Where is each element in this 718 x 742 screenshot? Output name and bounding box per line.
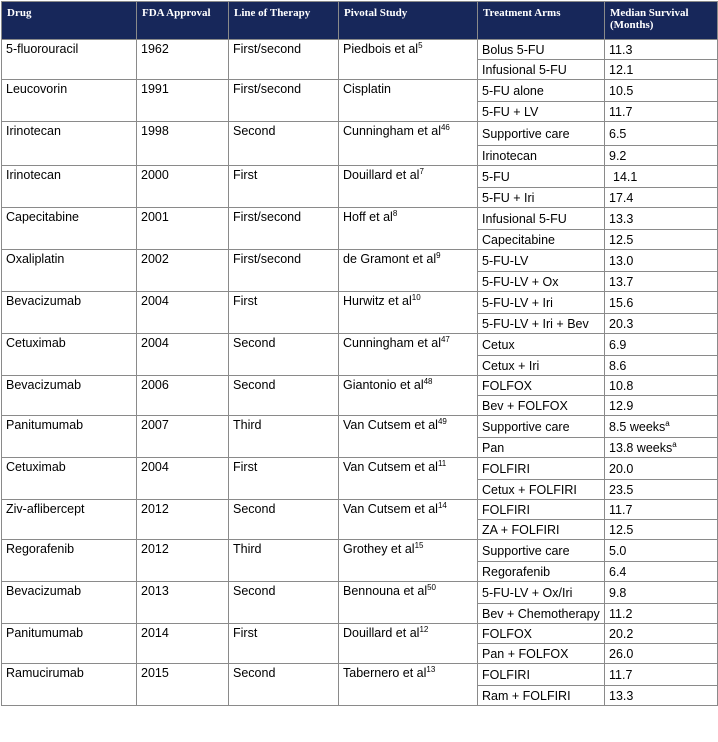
treatment-arm-cell: Cetux <box>478 334 605 356</box>
median-survival-cell <box>605 102 718 122</box>
treatment-arm-cell: FOLFIRI <box>478 664 605 686</box>
median-survival-cell <box>605 520 718 540</box>
median-survival-cell <box>605 230 718 250</box>
fda-approval-cell: 2012 <box>137 500 229 540</box>
drug-cell: Irinotecan <box>2 166 137 208</box>
survival-value: 13.7 <box>609 274 634 289</box>
survival-value: 5.0 <box>609 543 627 558</box>
treatment-arm-cell: 5-FU-LV + Iri <box>478 292 605 314</box>
survival-value: 11.7 <box>609 502 633 517</box>
study-name: Douillard et al <box>343 168 420 182</box>
header-line-of-therapy: Line of Therapy <box>229 2 339 40</box>
fda-approval-cell: 2012 <box>137 540 229 582</box>
median-survival-cell <box>605 188 718 208</box>
drug-cell: Capecitabine <box>2 208 137 250</box>
table-row <box>2 208 718 230</box>
survival-value: 10.8 <box>609 378 634 393</box>
survival-value: 11.7 <box>609 667 633 682</box>
drug-cell: Ramucirumab <box>2 664 137 706</box>
header-pivotal-study: Pivotal Study <box>339 2 478 40</box>
reference-number: 15 <box>414 540 424 550</box>
table-row <box>2 122 718 146</box>
reference-number: 9 <box>436 250 441 260</box>
study-name: Hoff et al <box>343 210 393 224</box>
study-name: Cisplatin <box>343 82 391 96</box>
pivotal-study-cell <box>339 458 478 500</box>
pivotal-study-cell <box>339 376 478 416</box>
line-of-therapy-cell: First <box>229 624 339 664</box>
line-of-therapy-cell: First/second <box>229 40 339 80</box>
median-survival-cell <box>605 334 718 356</box>
fda-approval-cell: 2013 <box>137 582 229 624</box>
table-row <box>2 500 718 520</box>
survival-value: 13.3 <box>609 211 634 226</box>
table-row <box>2 166 718 188</box>
drug-approval-table <box>1 1 718 706</box>
line-of-therapy-cell: First/second <box>229 250 339 292</box>
survival-value: 9.2 <box>609 148 627 163</box>
fda-approval-cell: 2004 <box>137 292 229 334</box>
survival-value: 9.8 <box>609 585 627 600</box>
header-row <box>2 2 718 40</box>
median-survival-cell <box>605 664 718 686</box>
reference-number: 12 <box>419 624 429 634</box>
header-median-survival: Median Survival (Months) <box>605 2 718 40</box>
treatment-arm-cell: Bev + FOLFOX <box>478 396 605 416</box>
survival-value: 26.0 <box>609 646 634 661</box>
median-survival-cell <box>605 480 718 500</box>
treatment-arm-cell: Cetux + Iri <box>478 356 605 376</box>
survival-value: 8.5 weeks <box>609 419 666 434</box>
study-name: Bennouna et al <box>343 584 428 598</box>
treatment-arm-cell: Regorafenib <box>478 562 605 582</box>
median-survival-cell <box>605 562 718 582</box>
line-of-therapy-cell: Third <box>229 416 339 458</box>
footnote-marker: a <box>672 439 677 449</box>
drug-cell: Panitumumab <box>2 416 137 458</box>
treatment-arm-cell: FOLFOX <box>478 624 605 644</box>
line-of-therapy-cell: Third <box>229 540 339 582</box>
median-survival-cell <box>605 292 718 314</box>
table-row <box>2 292 718 314</box>
median-survival-cell <box>605 416 718 438</box>
study-name: Cunningham et al <box>343 124 441 138</box>
median-survival-cell <box>605 396 718 416</box>
drug-cell: Bevacizumab <box>2 376 137 416</box>
study-name: Piedbois et al <box>343 42 419 56</box>
table-row <box>2 624 718 644</box>
treatment-arm-cell: Cetux + FOLFIRI <box>478 480 605 500</box>
treatment-arm-cell: Bolus 5-FU <box>478 40 605 60</box>
median-survival-cell <box>605 686 718 706</box>
pivotal-study-cell <box>339 122 478 166</box>
table-row <box>2 582 718 604</box>
treatment-arm-cell: Supportive care <box>478 540 605 562</box>
treatment-arm-cell: Supportive care <box>478 122 605 146</box>
fda-approval-cell: 1998 <box>137 122 229 166</box>
survival-value: 12.9 <box>609 398 634 413</box>
line-of-therapy-cell: First <box>229 166 339 208</box>
fda-approval-cell: 2002 <box>137 250 229 292</box>
drug-cell: Leucovorin <box>2 80 137 122</box>
treatment-arm-cell: FOLFOX <box>478 376 605 396</box>
treatment-arm-cell: 5-FU-LV + Ox <box>478 272 605 292</box>
treatment-arm-cell: 5-FU <box>478 166 605 188</box>
treatment-arm-cell: Pan <box>478 438 605 458</box>
drug-cell: Cetuximab <box>2 458 137 500</box>
treatment-arm-cell: Irinotecan <box>478 146 605 166</box>
study-name: Tabernero et al <box>343 666 427 680</box>
treatment-arm-cell: Pan + FOLFOX <box>478 644 605 664</box>
survival-value: 12.5 <box>609 232 634 247</box>
table-row <box>2 80 718 102</box>
fda-approval-cell: 1991 <box>137 80 229 122</box>
treatment-arm-cell: Bev + Chemotherapy <box>478 604 605 624</box>
line-of-therapy-cell: Second <box>229 376 339 416</box>
median-survival-cell <box>605 376 718 396</box>
line-of-therapy-cell: First/second <box>229 80 339 122</box>
treatment-arm-cell: FOLFIRI <box>478 500 605 520</box>
survival-value: 20.0 <box>609 461 634 476</box>
drug-cell: Cetuximab <box>2 334 137 376</box>
treatment-arm-cell: ZA + FOLFIRI <box>478 520 605 540</box>
median-survival-cell <box>605 314 718 334</box>
reference-number: 50 <box>427 582 437 592</box>
study-name: Grothey et al <box>343 542 415 556</box>
treatment-arm-cell: Ram + FOLFIRI <box>478 686 605 706</box>
study-name: Cunningham et al <box>343 336 441 350</box>
survival-value: 13.0 <box>609 253 634 268</box>
table-row <box>2 540 718 562</box>
line-of-therapy-cell: Second <box>229 582 339 624</box>
treatment-arm-cell: Supportive care <box>478 416 605 438</box>
table-row <box>2 458 718 480</box>
survival-value: 14.1 <box>613 169 638 184</box>
table-row <box>2 376 718 396</box>
treatment-arm-cell: Infusional 5-FU <box>478 208 605 230</box>
reference-number: 47 <box>440 334 450 344</box>
treatment-arm-cell: 5-FU + Iri <box>478 188 605 208</box>
pivotal-study-cell <box>339 292 478 334</box>
footnote-marker: a <box>665 418 670 428</box>
table-row <box>2 664 718 686</box>
study-name: Van Cutsem et al <box>343 502 438 516</box>
fda-approval-cell: 2001 <box>137 208 229 250</box>
line-of-therapy-cell: First <box>229 292 339 334</box>
fda-approval-cell: 2000 <box>137 166 229 208</box>
median-survival-cell <box>605 604 718 624</box>
pivotal-study-cell <box>339 334 478 376</box>
reference-number: 13 <box>426 664 436 674</box>
pivotal-study-cell <box>339 664 478 706</box>
median-survival-cell <box>605 624 718 644</box>
median-survival-cell <box>605 40 718 60</box>
reference-number: 49 <box>437 416 447 426</box>
treatment-arm-cell: 5-FU + LV <box>478 102 605 122</box>
treatment-arm-cell: FOLFIRI <box>478 458 605 480</box>
median-survival-cell <box>605 80 718 102</box>
drug-cell: Panitumumab <box>2 624 137 664</box>
fda-approval-cell: 2007 <box>137 416 229 458</box>
treatment-arm-cell: Capecitabine <box>478 230 605 250</box>
pivotal-study-cell <box>339 624 478 664</box>
fda-approval-cell: 2004 <box>137 458 229 500</box>
median-survival-cell <box>605 122 718 146</box>
line-of-therapy-cell: Second <box>229 334 339 376</box>
survival-value: 23.5 <box>609 482 634 497</box>
survival-value: 13.3 <box>609 688 634 703</box>
study-name: Van Cutsem et al <box>343 460 438 474</box>
survival-value: 17.4 <box>609 190 634 205</box>
table-row <box>2 334 718 356</box>
study-name: Douillard et al <box>343 626 420 640</box>
reference-number: 11 <box>437 458 447 468</box>
header-fda-approval: FDA Approval <box>137 2 229 40</box>
median-survival-cell <box>605 272 718 292</box>
survival-value: 6.9 <box>609 337 627 352</box>
survival-value: 6.5 <box>609 126 627 141</box>
reference-number: 5 <box>418 40 423 50</box>
survival-value: 11.2 <box>609 606 633 621</box>
median-survival-cell <box>605 60 718 80</box>
median-survival-cell <box>605 644 718 664</box>
reference-number: 10 <box>411 292 421 302</box>
survival-value: 10.5 <box>609 83 634 98</box>
drug-cell: Oxaliplatin <box>2 250 137 292</box>
survival-value: 8.6 <box>609 358 627 373</box>
survival-value: 6.4 <box>609 564 627 579</box>
pivotal-study-cell <box>339 80 478 122</box>
fda-approval-cell: 1962 <box>137 40 229 80</box>
median-survival-cell <box>605 146 718 166</box>
fda-approval-cell: 2004 <box>137 334 229 376</box>
treatment-arm-cell: Infusional 5-FU <box>478 60 605 80</box>
survival-value: 20.2 <box>609 626 634 641</box>
pivotal-study-cell <box>339 416 478 458</box>
reference-number: 14 <box>437 500 447 510</box>
table-row <box>2 40 718 60</box>
survival-value: 13.8 weeks <box>609 440 673 455</box>
pivotal-study-cell <box>339 500 478 540</box>
median-survival-cell <box>605 208 718 230</box>
fda-approval-cell: 2015 <box>137 664 229 706</box>
median-survival-cell <box>605 166 718 188</box>
treatment-arm-cell: 5-FU-LV <box>478 250 605 272</box>
drug-cell: Bevacizumab <box>2 292 137 334</box>
table-row <box>2 250 718 272</box>
median-survival-cell <box>605 540 718 562</box>
treatment-arm-cell: 5-FU alone <box>478 80 605 102</box>
line-of-therapy-cell: Second <box>229 664 339 706</box>
survival-value: 15.6 <box>609 295 634 310</box>
study-name: de Gramont et al <box>343 252 437 266</box>
header-drug: Drug <box>2 2 137 40</box>
survival-value: 11.7 <box>609 104 633 119</box>
survival-value: 11.3 <box>609 42 633 57</box>
drug-cell: Irinotecan <box>2 122 137 166</box>
pivotal-study-cell <box>339 40 478 80</box>
reference-number: 8 <box>392 208 398 218</box>
study-name: Giantonio et al <box>343 378 424 392</box>
header-treatment-arms: Treatment Arms <box>478 2 605 40</box>
reference-number: 46 <box>440 122 450 132</box>
pivotal-study-cell <box>339 540 478 582</box>
line-of-therapy-cell: Second <box>229 500 339 540</box>
treatment-arm-cell: 5-FU-LV + Ox/Iri <box>478 582 605 604</box>
pivotal-study-cell <box>339 208 478 250</box>
median-survival-cell <box>605 438 718 458</box>
drug-cell: Bevacizumab <box>2 582 137 624</box>
drug-cell: 5-fluorouracil <box>2 40 137 80</box>
survival-value: 12.1 <box>609 62 634 77</box>
drug-cell: Ziv-aflibercept <box>2 500 137 540</box>
median-survival-cell <box>605 356 718 376</box>
line-of-therapy-cell: Second <box>229 122 339 166</box>
survival-value: 20.3 <box>609 316 634 331</box>
reference-number: 7 <box>419 166 424 176</box>
treatment-arm-cell: 5-FU-LV + Iri + Bev <box>478 314 605 334</box>
line-of-therapy-cell: First/second <box>229 208 339 250</box>
drug-cell: Regorafenib <box>2 540 137 582</box>
median-survival-cell <box>605 582 718 604</box>
reference-number: 48 <box>423 376 433 386</box>
median-survival-cell <box>605 250 718 272</box>
fda-approval-cell: 2014 <box>137 624 229 664</box>
study-name: Hurwitz et al <box>343 294 412 308</box>
pivotal-study-cell <box>339 166 478 208</box>
fda-approval-cell: 2006 <box>137 376 229 416</box>
survival-value: 12.5 <box>609 522 634 537</box>
pivotal-study-cell <box>339 582 478 624</box>
median-survival-cell <box>605 500 718 520</box>
median-survival-cell <box>605 458 718 480</box>
table-row <box>2 416 718 438</box>
pivotal-study-cell <box>339 250 478 292</box>
study-name: Van Cutsem et al <box>343 418 438 432</box>
line-of-therapy-cell: First <box>229 458 339 500</box>
